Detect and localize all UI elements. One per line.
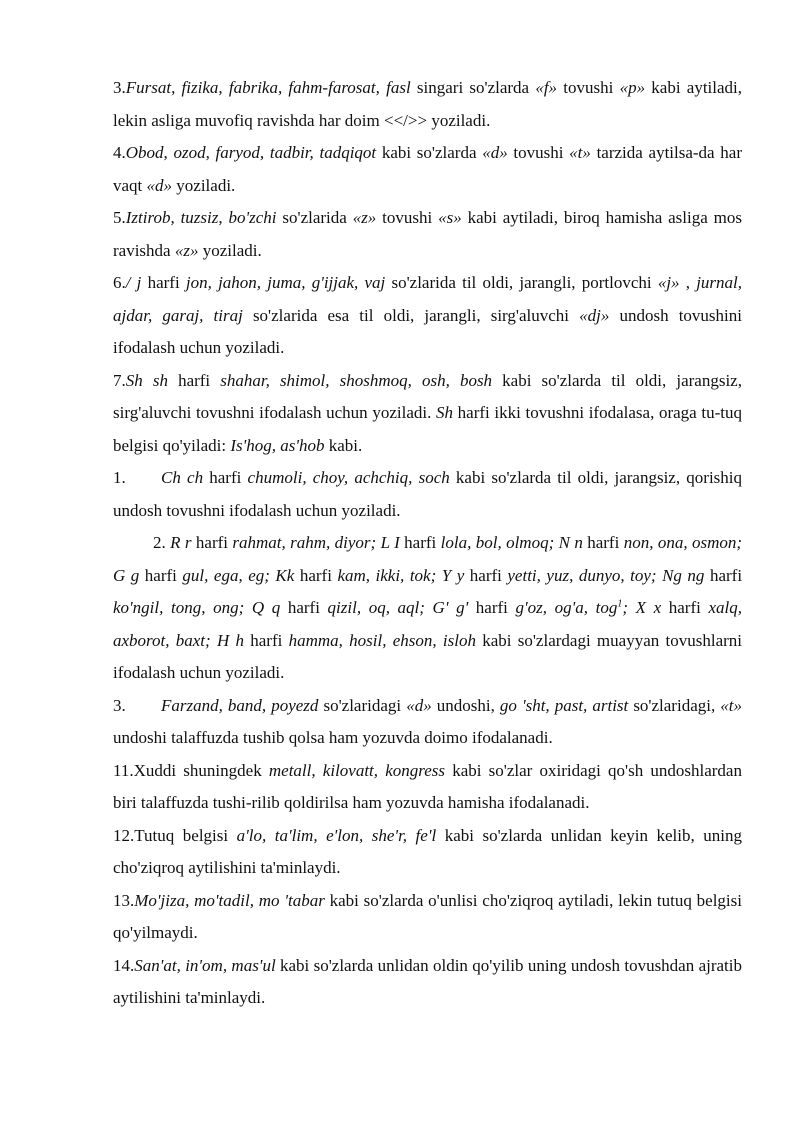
body-text: tovushi bbox=[507, 143, 570, 162]
list-number: 13. bbox=[113, 890, 135, 910]
body-text: so'zlaridagi, bbox=[628, 695, 721, 715]
italic-text: 1 bbox=[617, 598, 623, 610]
body-text: harfi bbox=[141, 273, 186, 292]
italic-text: Iztirob, tuzsiz, bo'zchi bbox=[125, 208, 277, 227]
paragraph bbox=[113, 267, 742, 365]
body-text: kabi so'zlarda unlidan keyin kelib, uning cho'ziqroq aytilishini ta'minlaydi. bbox=[113, 825, 742, 877]
italic-text: go 'sht, past, artist bbox=[499, 695, 629, 715]
italic-text: qizil, oq, aql; G' g' bbox=[327, 598, 469, 617]
italic-text: g'oz, og'a, tog bbox=[515, 598, 618, 617]
italic-text: kam, ikki, tok; Y y bbox=[337, 565, 465, 585]
paragraph bbox=[113, 137, 742, 202]
italic-text: chumoli, choy, achchiq, soch bbox=[247, 468, 450, 487]
italic-text: Farzand, band, poyezd bbox=[161, 695, 319, 715]
italic-text: non, ona, osmon; G g bbox=[113, 533, 743, 585]
paragraph bbox=[113, 72, 742, 137]
italic-text: Ch ch bbox=[161, 468, 204, 487]
body-text: kabi so'zlarda til oldi, jarangsiz, qorishiq undosh tovushni ifodalash uchun yoziladi. bbox=[113, 468, 743, 520]
body-text: yoziladi. bbox=[198, 240, 262, 260]
italic-text: Sh bbox=[436, 403, 453, 422]
list-number: 5. bbox=[113, 208, 126, 227]
body-text: harfi bbox=[167, 370, 221, 390]
list-number: 7. bbox=[113, 370, 126, 390]
italic-text: ko'ngil, tong, ong; Q q bbox=[113, 598, 281, 617]
body-text: so'zlarida bbox=[276, 208, 353, 227]
italic-text: «f» bbox=[535, 78, 558, 97]
body-text: kabi aytiladi, lekin asliga muvofiq ravishda har doim <</>> yoziladi. bbox=[113, 78, 743, 130]
italic-text: lola, bol, olmoq; N n bbox=[440, 533, 583, 552]
italic-text: «d» bbox=[406, 695, 432, 715]
body-text: kabi so'zlarda bbox=[376, 143, 483, 162]
italic-text: metall, kilovatt, kongress bbox=[268, 760, 446, 780]
body-text: harfi bbox=[294, 565, 338, 585]
italic-text: jon, jahon, juma, g'ijjak, vaj bbox=[185, 273, 386, 292]
body-text: undoshi, bbox=[431, 695, 500, 715]
italic-text: gul, ega, eg; Kk bbox=[182, 565, 295, 585]
body-text: Tutuq belgisi bbox=[134, 825, 237, 845]
italic-text: «s» bbox=[438, 208, 462, 227]
list-number: 12. bbox=[113, 825, 135, 845]
body-text: harfi bbox=[280, 598, 328, 617]
body-text: kabi so'zlarda o'unlisi cho'ziqroq aytiladi, lekin tutuq belgisi qo'yilmaydi. bbox=[113, 890, 742, 942]
italic-text: «p» bbox=[619, 78, 646, 97]
italic-text: «z» bbox=[352, 208, 377, 227]
body-text: kabi so'zlarda til oldi, jarangsiz, sirg'aluvchi tovushni ifodalash uchun yoziladi. bbox=[113, 370, 742, 422]
italic-text: xalq, axborot, baxt; H h bbox=[113, 598, 742, 650]
list-number: 3. bbox=[113, 78, 126, 97]
italic-text: «d» bbox=[146, 175, 173, 195]
italic-text: «z» bbox=[174, 240, 199, 260]
paragraph bbox=[113, 202, 742, 267]
paragraph bbox=[113, 462, 742, 527]
italic-text: R r bbox=[170, 533, 192, 552]
list-number: 6. bbox=[113, 273, 126, 292]
body-text: harfi bbox=[203, 468, 248, 487]
body-text: singari so'zlarda bbox=[410, 78, 536, 97]
list-number: 14. bbox=[113, 955, 135, 975]
body-text: so'zlaridagi bbox=[318, 695, 407, 715]
body-text: , bbox=[679, 273, 697, 292]
italic-text: a'lo, ta'lim, e'lon, she'r, fe'l bbox=[236, 825, 437, 845]
italic-text: hamma, hosil, ehson, isloh bbox=[288, 630, 476, 650]
body-text: harfi bbox=[661, 598, 709, 617]
paragraph bbox=[113, 950, 742, 1015]
italic-text: «t» bbox=[569, 143, 591, 162]
body-text: so'zlarida esa til oldi, jarangli, sirg'aluvchi bbox=[242, 305, 580, 325]
body-text: harfi ikki tovushni ifodalasa, oraga tu-tuq belgisi qo'yiladi: bbox=[113, 403, 742, 455]
italic-text: yetti, yuz, dunyo, toy; Ng ng bbox=[507, 565, 705, 585]
body-text: harfi bbox=[704, 565, 743, 585]
italic-text: ; X x bbox=[622, 598, 662, 617]
paragraph bbox=[113, 365, 742, 463]
list-number: 4. bbox=[113, 143, 126, 162]
body-text: yoziladi. bbox=[172, 175, 236, 195]
body-text: kabi so'zlardagi muayyan tovushlarni ifodalash uchun yoziladi. bbox=[113, 630, 742, 682]
body-text: harfi bbox=[191, 533, 233, 552]
italic-text: Fursat, fizika, fabrika, fahm-farosat, fasl bbox=[125, 78, 411, 97]
body-text: kabi so'zlarda unlidan oldin qo'yilib uning undosh tovushdan ajratib aytilishini ta'minlaydi. bbox=[113, 955, 742, 1007]
body-text: Xuddi shuningdek bbox=[133, 760, 269, 780]
body-text: tovushi bbox=[376, 208, 439, 227]
italic-text: jurnal, ajdar, garaj, tiraj bbox=[113, 273, 743, 325]
body-text: harfi bbox=[139, 565, 183, 585]
body-text: tarzida aytilsa-da har vaqt bbox=[113, 143, 743, 195]
body-text: harfi bbox=[243, 630, 289, 650]
body-text: harfi bbox=[468, 598, 516, 617]
body-text: so'zlarida til oldi, jarangli, portlovchi bbox=[385, 273, 658, 292]
body-text: kabi. bbox=[324, 435, 363, 455]
list-number: 1. bbox=[113, 468, 126, 487]
italic-text: San'at, in'om, mas'ul bbox=[134, 955, 276, 975]
italic-text: rahmat, rahm, diyor; L I bbox=[232, 533, 400, 552]
paragraph bbox=[113, 690, 742, 755]
italic-text: / j bbox=[125, 273, 142, 292]
body-text: undosh tovushini ifodalash uchun yoziladi. bbox=[113, 305, 742, 357]
body-text: kabi so'zlar oxiridagi qo'sh undoshlardan biri talaffuzda tushi-rilib qoldirilsa ham yozuvda hamisha ifodalanadi. bbox=[113, 760, 742, 812]
body-text: kabi aytiladi, biroq hamisha asliga mos ravishda bbox=[113, 208, 742, 260]
body-text: harfi bbox=[399, 533, 441, 552]
paragraph bbox=[113, 527, 742, 690]
italic-text: Obod, ozod, faryod, tadbir, tadqiqot bbox=[125, 143, 377, 162]
paragraph bbox=[113, 885, 742, 950]
italic-text: shahar, shimol, shoshmoq, osh, bosh bbox=[220, 370, 493, 390]
body-text: harfi bbox=[464, 565, 508, 585]
list-number: 11. bbox=[113, 760, 134, 780]
italic-text: Sh sh bbox=[125, 370, 168, 390]
italic-text: «t» bbox=[720, 695, 742, 715]
paragraph bbox=[113, 820, 742, 885]
body-text: tovushi bbox=[557, 78, 620, 97]
italic-text: «dj» bbox=[579, 305, 610, 325]
italic-text: Mo'jiza, mo'tadil, mo 'tabar bbox=[134, 890, 325, 910]
italic-text: «j» bbox=[657, 273, 680, 292]
body-text: harfi bbox=[582, 533, 624, 552]
body-text: undoshi talaffuzda tushib qolsa ham yozuvda doimo ifodalanadi. bbox=[113, 728, 553, 747]
document-page bbox=[113, 72, 742, 1015]
italic-text: «d» bbox=[482, 143, 508, 162]
italic-text: Is'hog, as'hob bbox=[230, 435, 325, 455]
paragraph bbox=[113, 755, 742, 820]
list-number: 2. bbox=[153, 533, 166, 552]
list-number: 3. bbox=[113, 695, 126, 715]
